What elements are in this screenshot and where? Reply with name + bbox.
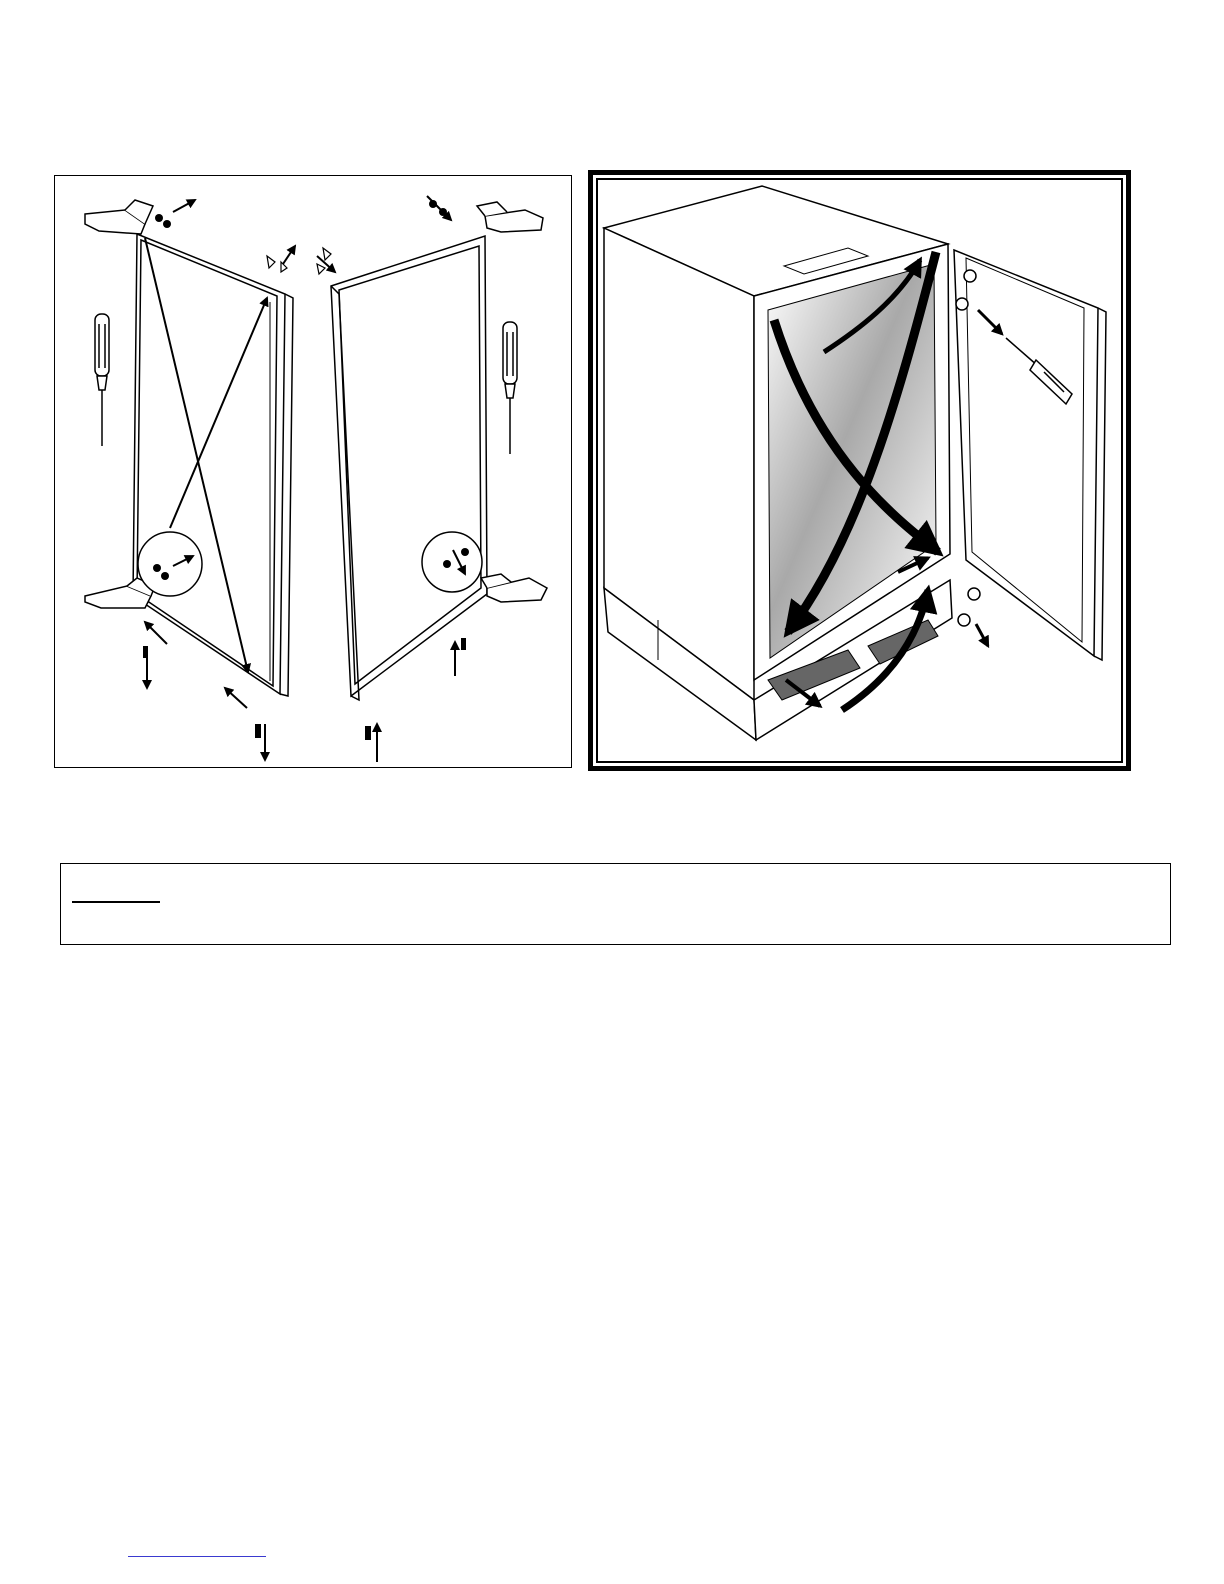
figure-cabinet-door-reversal bbox=[588, 170, 1131, 771]
left-door bbox=[133, 234, 293, 696]
hinge-icon bbox=[481, 574, 547, 602]
screw-icon bbox=[155, 214, 171, 228]
cabinet-illustration bbox=[598, 180, 1121, 761]
right-door bbox=[331, 236, 487, 700]
door-illustration bbox=[55, 176, 571, 767]
hinge-icon bbox=[85, 200, 153, 234]
screwdriver-icon bbox=[503, 322, 517, 454]
figure-door-hinge-reversal bbox=[54, 175, 572, 768]
figure-inner-frame bbox=[596, 178, 1123, 763]
footer-link-underline[interactable] bbox=[128, 1556, 266, 1557]
note-box bbox=[60, 863, 1171, 945]
screwdriver-icon bbox=[95, 314, 109, 446]
note-heading-underline bbox=[72, 901, 160, 903]
hinge-icon bbox=[477, 202, 543, 232]
